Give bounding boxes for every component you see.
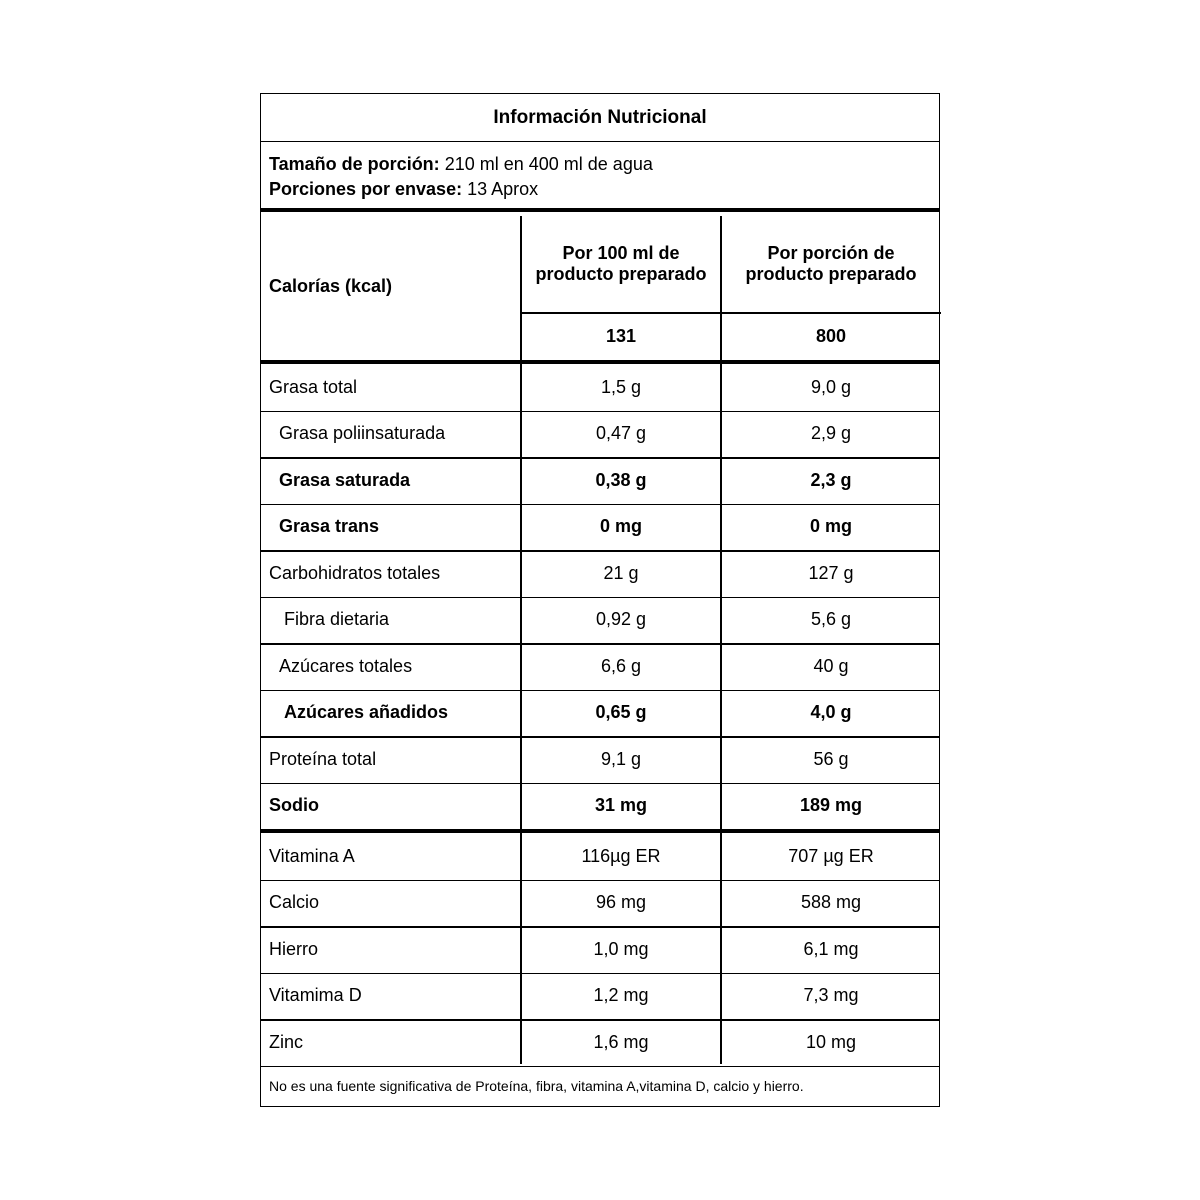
nutrient-value-per-portion: 2,9 g [810,423,852,444]
nutrient-value-per-100ml: 0,47 g [595,423,647,444]
servings-label: Porciones por envase: [269,179,463,199]
nutrient-value-per-100ml: 6,6 g [600,655,642,676]
serving-info [261,142,939,212]
nutrient-value-per-100ml: 0,65 g [595,702,647,723]
nutrient-value-per-portion: 2,3 g [810,469,852,490]
nutrient-value-per-portion: 40 g [813,655,849,676]
serving-size-value: 210 ml en 400 ml de agua [444,154,653,174]
footnote: No es una fuente significativa de Proteína, fibra, vitamina A,vitamina D, calcio y hierro. [269,1077,804,1094]
nutrient-value-per-portion: 10 mg [805,1031,857,1052]
nutrient-value-per-portion: 189 mg [799,795,863,816]
nutrient-name: Grasa total [269,376,358,397]
nutrient-name: Zinc [269,1031,304,1052]
nutrient-value-per-100ml: 0,38 g [595,469,647,490]
nutrient-name: Azúcares totales [279,655,413,676]
calories-label: Calorías (kcal) [269,275,393,296]
servings-per-container-line [269,177,939,202]
nutrient-value-per-portion: 6,1 mg [803,938,859,959]
nutrient-name: Fibra dietaria [284,609,390,630]
nutrient-value-per-portion: 707 µg ER [788,845,874,866]
nutrient-value-per-portion: 4,0 g [810,702,852,723]
nutrient-value-per-100ml: 21 g [603,562,639,583]
serving-size-label: Tamaño de porción: [269,154,440,174]
nutrient-name: Grasa saturada [279,469,411,490]
servings-value: 13 Aprox [467,179,539,199]
nutrient-value-per-portion: 7,3 mg [803,985,859,1006]
table-title: Información Nutricional [261,94,939,142]
nutrient-value-per-portion: 588 mg [800,892,862,913]
nutrient-name: Sodio [269,795,319,816]
nutrient-name: Grasa trans [279,516,380,537]
nutrient-name: Vitamina A [269,845,355,866]
column-divider [720,216,722,1064]
serving-size-line [269,152,939,177]
nutrient-value-per-100ml: 1,2 mg [593,985,649,1006]
nutrient-value-per-100ml: 0 mg [599,516,642,537]
nutrient-name: Carbohidratos totales [269,562,441,583]
nutrient-name: Grasa poliinsaturada [279,423,446,444]
nutrient-value-per-100ml: 96 mg [595,892,647,913]
nutrient-value-per-100ml: 1,6 mg [593,1031,649,1052]
nutrient-value-per-portion: 0 mg [809,516,852,537]
nutrient-name: Azúcares añadidos [284,702,449,723]
nutrient-value-per-100ml: 9,1 g [600,748,642,769]
nutrient-value-per-portion: 56 g [813,748,849,769]
nutrient-value-per-portion: 127 g [808,562,854,583]
nutrient-value-per-100ml: 31 mg [594,795,648,816]
column-divider [520,216,522,1064]
nutrient-name: Proteína total [269,748,377,769]
nutrient-name: Hierro [269,938,319,959]
column-header-per-100ml: Por 100 ml de producto preparado [535,243,707,284]
column-header-per-portion: Por porción de producto preparado [745,243,917,284]
nutrient-value-per-100ml: 1,0 mg [593,938,649,959]
nutrition-facts-table [260,93,940,1107]
nutrient-value-per-portion: 5,6 g [810,609,852,630]
nutrient-name: Calcio [269,892,320,913]
calories-per-100ml: 131 [605,326,637,346]
nutrient-value-per-100ml: 116µg ER [581,845,661,866]
nutrient-value-per-portion: 9,0 g [810,376,852,397]
nutrient-value-per-100ml: 0,92 g [595,609,647,630]
nutrient-name: Vitamima D [269,985,362,1006]
calories-per-portion: 800 [815,326,847,346]
nutrient-value-per-100ml: 1,5 g [600,376,642,397]
